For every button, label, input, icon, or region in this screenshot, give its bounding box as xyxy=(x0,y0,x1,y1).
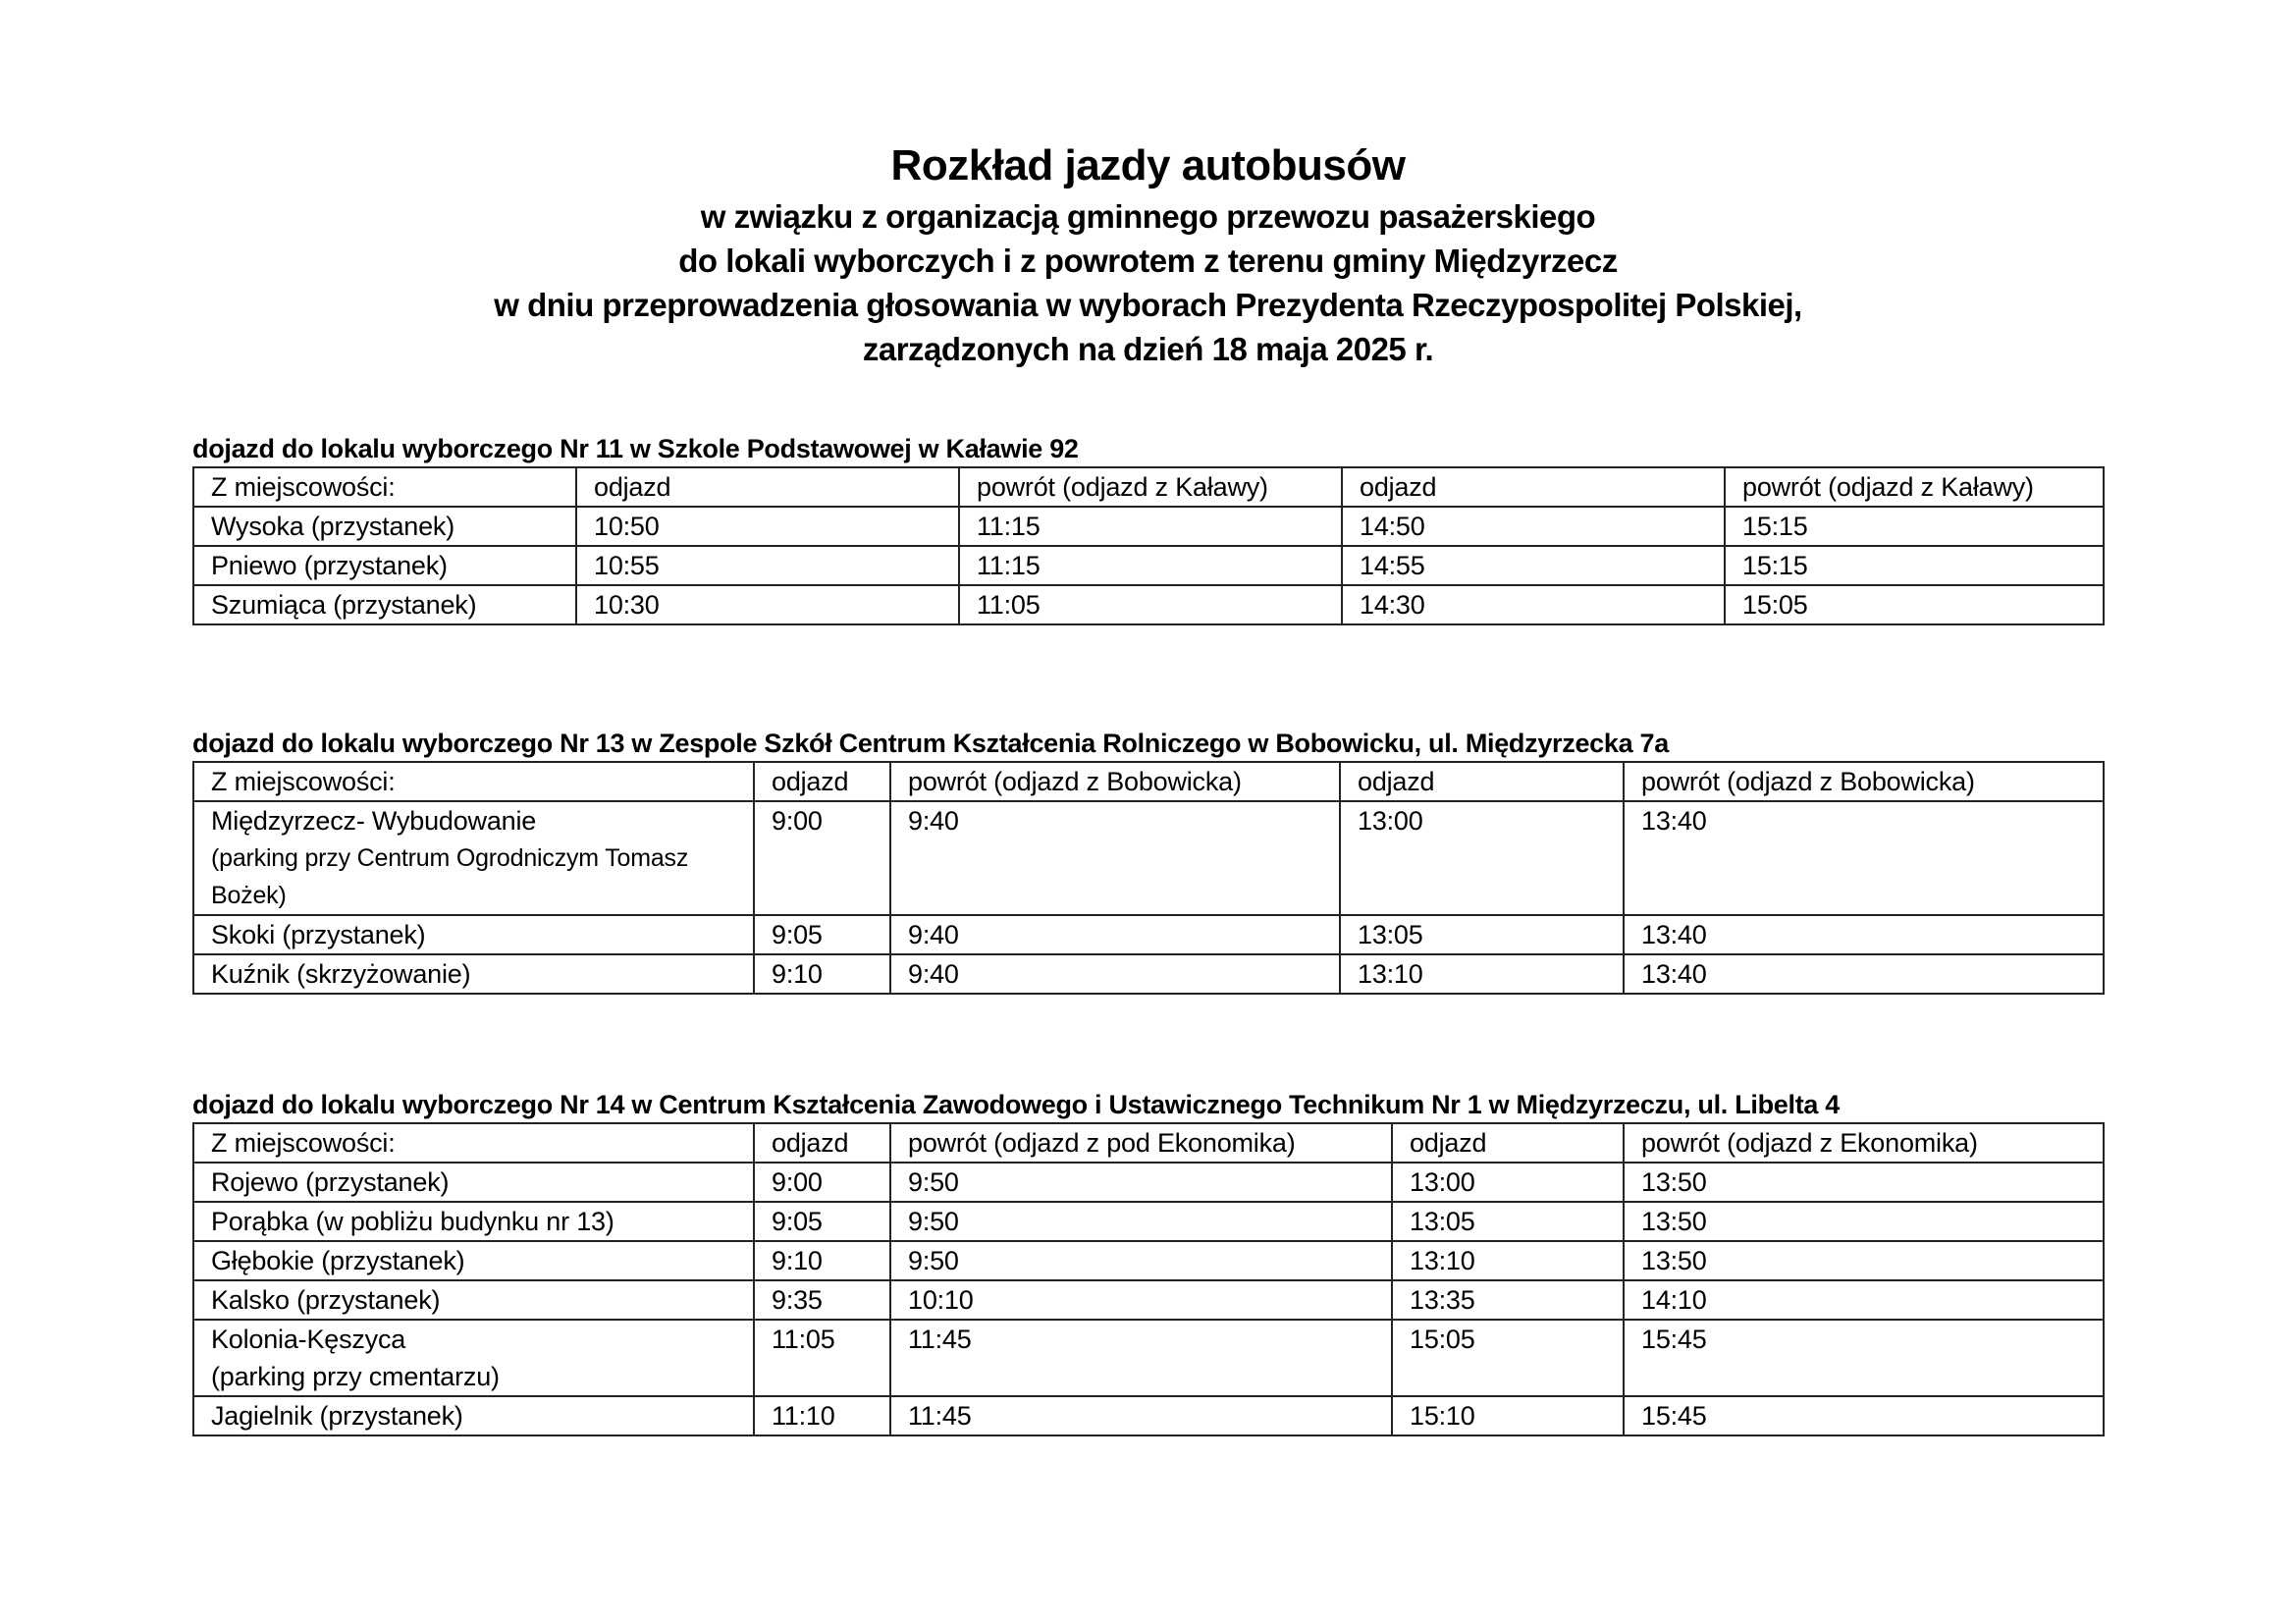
time-cell: 11:10 xyxy=(754,1396,890,1435)
time-cell: 13:40 xyxy=(1624,954,2104,994)
place-note: (parking przy Centrum Ogrodniczym Tomasz Bożek) xyxy=(211,844,689,909)
schedule-table xyxy=(192,1122,2105,1436)
time-cell: 11:15 xyxy=(959,546,1342,585)
time-cell: 13:40 xyxy=(1624,915,2104,954)
table-row xyxy=(193,954,2104,994)
place-cell: Wysoka (przystanek) xyxy=(193,507,576,546)
time-cell: 13:00 xyxy=(1340,801,1624,915)
place-cell xyxy=(193,801,754,915)
schedule-section-nr11 xyxy=(192,431,2103,625)
column-header: powrót (odjazd z Kaławy) xyxy=(1725,467,2104,507)
time-cell: 10:30 xyxy=(576,585,959,624)
time-cell: 14:55 xyxy=(1342,546,1725,585)
place-cell: Skoki (przystanek) xyxy=(193,915,754,954)
time-cell: 13:35 xyxy=(1392,1280,1624,1320)
schedule-section-nr13 xyxy=(192,726,2103,995)
time-cell: 13:05 xyxy=(1392,1202,1624,1241)
time-cell: 15:10 xyxy=(1392,1396,1624,1435)
schedule-table xyxy=(192,466,2105,625)
time-cell: 10:50 xyxy=(576,507,959,546)
column-header: odjazd xyxy=(1340,762,1624,801)
time-cell: 9:50 xyxy=(890,1202,1392,1241)
place-note: (parking przy cmentarzu) xyxy=(211,1362,500,1391)
place-cell: Kalsko (przystanek) xyxy=(193,1280,754,1320)
place-cell: Rojewo (przystanek) xyxy=(193,1163,754,1202)
place-cell: Porąbka (w pobliżu budynku nr 13) xyxy=(193,1202,754,1241)
time-cell: 11:15 xyxy=(959,507,1342,546)
table-row xyxy=(193,585,2104,624)
document-header xyxy=(0,137,2296,371)
column-header: odjazd xyxy=(1392,1123,1624,1163)
column-header: powrót (odjazd z Kaławy) xyxy=(959,467,1342,507)
column-header: odjazd xyxy=(754,762,890,801)
table-header-row xyxy=(193,467,2104,507)
column-header: odjazd xyxy=(1342,467,1725,507)
time-cell: 9:00 xyxy=(754,1163,890,1202)
time-cell: 11:45 xyxy=(890,1320,1392,1396)
time-cell: 13:00 xyxy=(1392,1163,1624,1202)
time-cell: 11:05 xyxy=(959,585,1342,624)
table-row xyxy=(193,1320,2104,1396)
table-row xyxy=(193,1396,2104,1435)
time-cell: 15:15 xyxy=(1725,546,2104,585)
time-cell: 9:05 xyxy=(754,1202,890,1241)
section-heading: dojazd do lokalu wyborczego Nr 11 w Szkole Podstawowej w Kaławie 92 xyxy=(192,434,1079,463)
column-header: Z miejscowości: xyxy=(193,762,754,801)
time-cell: 15:45 xyxy=(1624,1396,2104,1435)
table-header-row xyxy=(193,1123,2104,1163)
time-cell: 13:10 xyxy=(1392,1241,1624,1280)
place-cell: Jagielnik (przystanek) xyxy=(193,1396,754,1435)
table-row xyxy=(193,1163,2104,1202)
time-cell: 13:50 xyxy=(1624,1202,2104,1241)
time-cell: 9:40 xyxy=(890,954,1340,994)
time-cell: 13:50 xyxy=(1624,1241,2104,1280)
time-cell: 9:40 xyxy=(890,915,1340,954)
time-cell: 10:10 xyxy=(890,1280,1392,1320)
subtitle-line: w dniu przeprowadzenia głosowania w wyborach Prezydenta Rzeczypospolitej Polskiej, xyxy=(494,287,1802,323)
place-cell: Szumiąca (przystanek) xyxy=(193,585,576,624)
place-name: Międzyrzecz- Wybudowanie xyxy=(211,806,537,836)
schedule-section-nr14 xyxy=(192,1087,2103,1436)
time-cell: 9:50 xyxy=(890,1163,1392,1202)
time-cell: 14:50 xyxy=(1342,507,1725,546)
time-cell: 15:05 xyxy=(1725,585,2104,624)
table-row xyxy=(193,1241,2104,1280)
time-cell: 9:35 xyxy=(754,1280,890,1320)
schedule-table xyxy=(192,761,2105,995)
subtitle-line: w związku z organizacją gminnego przewozu pasażerskiego xyxy=(700,198,1596,235)
time-cell: 10:55 xyxy=(576,546,959,585)
time-cell: 14:10 xyxy=(1624,1280,2104,1320)
table-row xyxy=(193,1280,2104,1320)
time-cell: 9:10 xyxy=(754,1241,890,1280)
time-cell: 9:05 xyxy=(754,915,890,954)
table-row xyxy=(193,915,2104,954)
table-row xyxy=(193,546,2104,585)
column-header: odjazd xyxy=(754,1123,890,1163)
column-header: odjazd xyxy=(576,467,959,507)
time-cell: 13:40 xyxy=(1624,801,2104,915)
place-cell: Pniewo (przystanek) xyxy=(193,546,576,585)
time-cell: 13:10 xyxy=(1340,954,1624,994)
table-row xyxy=(193,801,2104,915)
column-header: powrót (odjazd z Bobowicka) xyxy=(1624,762,2104,801)
document-title: Rozkład jazdy autobusów xyxy=(890,141,1406,189)
table-row xyxy=(193,507,2104,546)
table-header-row xyxy=(193,762,2104,801)
time-cell: 15:45 xyxy=(1624,1320,2104,1396)
section-heading: dojazd do lokalu wyborczego Nr 14 w Centrum Kształcenia Zawodowego i Ustawicznego Technikum Nr 1 w Międzyrzeczu, ul. Libelta 4 xyxy=(192,1090,1841,1119)
time-cell: 9:10 xyxy=(754,954,890,994)
column-header: Z miejscowości: xyxy=(193,467,576,507)
subtitle-line: do lokali wyborczych i z powrotem z terenu gminy Międzyrzecz xyxy=(678,243,1618,279)
column-header: powrót (odjazd z Ekonomika) xyxy=(1624,1123,2104,1163)
place-cell: Kuźnik (skrzyżowanie) xyxy=(193,954,754,994)
time-cell: 13:05 xyxy=(1340,915,1624,954)
time-cell: 11:05 xyxy=(754,1320,890,1396)
time-cell: 9:00 xyxy=(754,801,890,915)
table-row xyxy=(193,1202,2104,1241)
column-header: Z miejscowości: xyxy=(193,1123,754,1163)
time-cell: 13:50 xyxy=(1624,1163,2104,1202)
time-cell: 15:15 xyxy=(1725,507,2104,546)
time-cell: 11:45 xyxy=(890,1396,1392,1435)
place-name: Kolonia-Kęszyca xyxy=(211,1325,406,1354)
column-header: powrót (odjazd z pod Ekonomika) xyxy=(890,1123,1392,1163)
time-cell: 15:05 xyxy=(1392,1320,1624,1396)
column-header: powrót (odjazd z Bobowicka) xyxy=(890,762,1340,801)
section-heading: dojazd do lokalu wyborczego Nr 13 w Zespole Szkół Centrum Kształcenia Rolniczego w Bobowicku, ul. Międzyrzecka 7a xyxy=(192,729,1669,758)
time-cell: 14:30 xyxy=(1342,585,1725,624)
subtitle-line: zarządzonych na dzień 18 maja 2025 r. xyxy=(862,331,1434,367)
place-cell: Głębokie (przystanek) xyxy=(193,1241,754,1280)
place-cell xyxy=(193,1320,754,1396)
time-cell: 9:50 xyxy=(890,1241,1392,1280)
time-cell: 9:40 xyxy=(890,801,1340,915)
